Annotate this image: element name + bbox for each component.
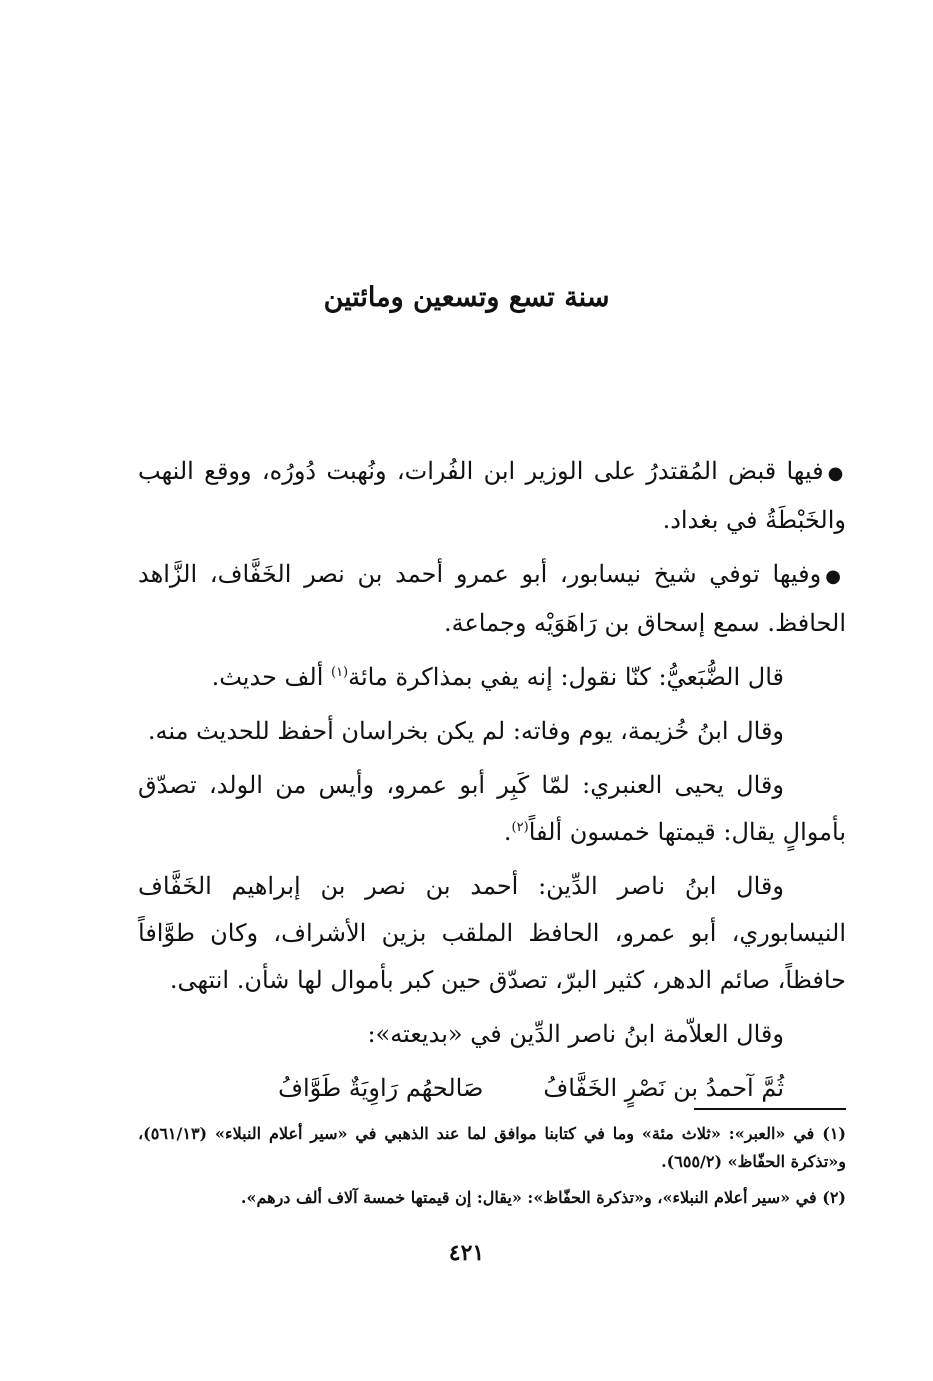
paragraph-1: ●فيها قبض المُقتدرُ على الوزير ابن الفُرات، ونُهبت دُورُه، ووقع النهب والخَبْطَةُ في بغداد. [138,457,846,534]
verse-line [138,1065,846,1112]
paragraph-7: وقال العلاّمة ابنُ ناصر الدِّين في «بديعته»: [367,1020,784,1048]
chapter-title: سنة تسع وتسعين ومائتين [323,282,610,313]
paragraph-6: وقال ابنُ ناصر الدِّين: أحمد بن نصر بن إبراهيم الخَفَّاف النيسابوري، أبو عمرو، الحافظ الملقب بزين الأشراف، وكان طوَّافاً حافظاً، صائم الدهر، كثير البرّ، تصدّق حين كبر بأموال لها شأن. انتهى. [138,872,846,994]
page-number: ٤٢١ [448,1240,485,1266]
main-text [138,448,846,1112]
verse-first-hemistich: ثُمَّ آحمدُ بن نَصْرٍ الخَفَّافُ [543,1074,784,1102]
paragraph-3: قال الضُّبَعيُّ: كنّا نقول: إنه يفي بمذاكرة مائة$^{(١)}$ ألف حديث. [211,663,784,691]
paragraph-5: وقال يحيى العنبري: لمّا كَبِر أبو عمرو، وأيس من الولد، تصدّق بأموالٍ يقال: قيمتها خمسون ألفاً$^{(٢)}$. [138,771,846,846]
footnotes-section [138,1120,846,1220]
footnote-ref-2[interactable]: (٢) [511,820,529,835]
bullet-icon: ● [827,463,846,484]
paragraph-4: وقال ابنُ خُزيمة، يوم وفاته: لم يكن بخراسان أحفظ للحديث منه. [147,717,784,745]
footnote-2: (٢) في «سير أعلام النبلاء»، و«تذكرة الحفّاظ»: «يقال: إن قيمتها خمسة آلاف ألف درهم». [240,1188,846,1207]
footnote-ref-1[interactable]: (١) [330,665,349,680]
footnote-1: (١) في «العبر»: «ثلاث مئة» وما في كتابنا موافق لما عند الذهبي في «سير أعلام النبلاء» (٥٦١/١٣)، و«تذكرة الحفّاظ» (٦٥٥/٢). [138,1124,846,1171]
verse-second-hemistich: صَالحهُم رَاوِيَةٌ طَوَّافُ [278,1074,484,1102]
footnote-divider [694,1108,846,1110]
bullet-icon: ● [825,566,846,587]
paragraph-2: ●وفيها توفي شيخ نيسابور، أبو عمرو أحمد بن نصر الخَفَّاف، الزَّاهد الحافظ. سمع إسحاق بن رَاهَوَيْه وجماعة. [138,560,846,637]
